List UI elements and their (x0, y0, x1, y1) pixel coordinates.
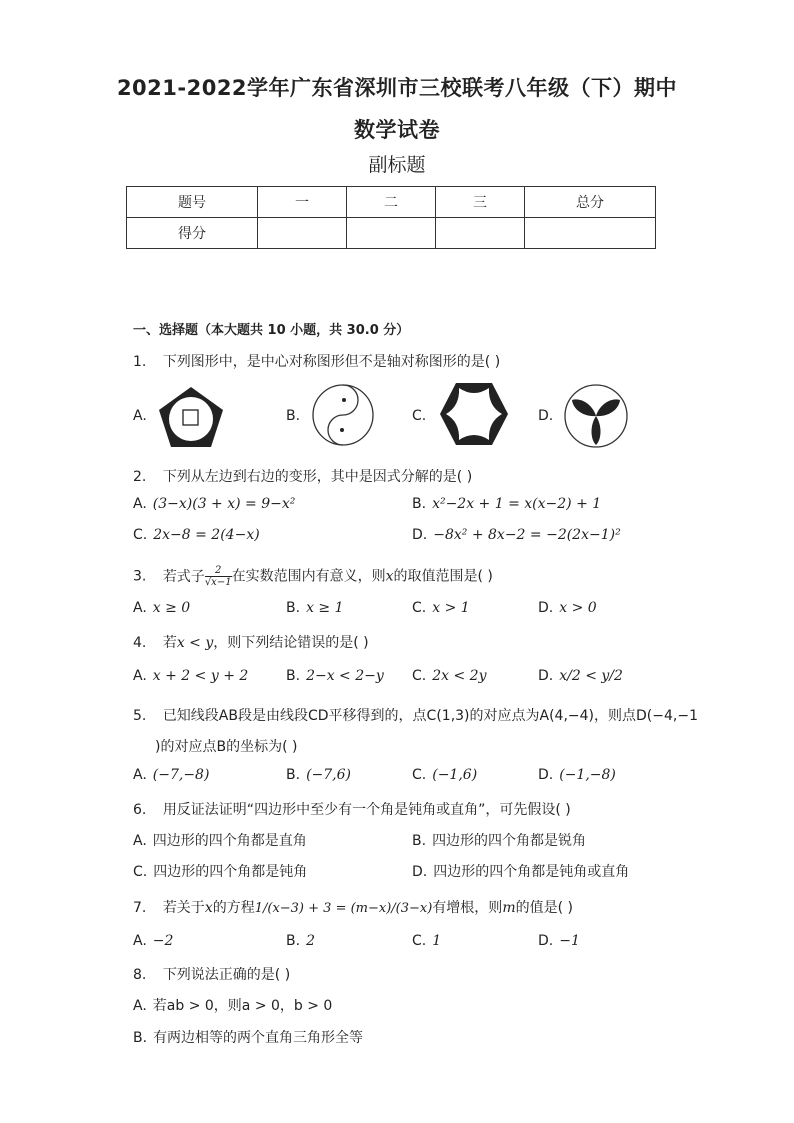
trefoil-figure-d (563, 383, 629, 449)
question-number: 5. (133, 708, 147, 724)
q7-option-a[interactable]: A. −2 (133, 933, 174, 949)
question-5-line2: )的对应点B的坐标为( ) (155, 739, 298, 755)
q3-option-a[interactable]: A. x ≥ 0 (133, 600, 191, 616)
header-cell: 一 (258, 187, 347, 218)
table-row (127, 187, 656, 218)
question-6 (133, 799, 571, 819)
q5-option-c[interactable]: C. (−1,6) (412, 767, 478, 783)
question-1 (133, 351, 500, 371)
q2-option-a[interactable]: A. (3−x)(3 + x) = 9−x² (133, 496, 296, 512)
q1-label-d: D. (538, 408, 554, 424)
question-text: 下列图形中，是中心对称图形但不是轴对称图形的是( ) (162, 354, 501, 370)
q4-option-c[interactable]: C. 2x < 2y (412, 668, 487, 684)
q4-option-b[interactable]: B. 2−x < 2−y (286, 668, 384, 684)
q3-option-b[interactable]: B. x ≥ 1 (286, 600, 344, 616)
q7-option-b[interactable]: B. 2 (286, 933, 315, 949)
score-cell[interactable] (436, 218, 525, 249)
header-cell: 二 (347, 187, 436, 218)
question-number: 2. (133, 469, 147, 485)
q5-option-a[interactable]: A. (−7,−8) (133, 767, 210, 783)
question-7: 7. 若关于x的方程1/(x−3) + 3 = (m−x)/(3−x)有增根，则m的值是( ) (133, 900, 573, 916)
q5-option-b[interactable]: B. (−7,6) (286, 767, 351, 783)
question-number: 8. (133, 967, 147, 983)
question-4: 4. 若x < y，则下列结论错误的是( ) (133, 635, 369, 651)
question-8 (133, 964, 290, 984)
section-heading: 一、选择题（本大题共 10 小题，共 30.0 分） (133, 323, 410, 338)
q3-option-d[interactable]: D. x > 0 (538, 600, 597, 616)
q8-option-a[interactable]: A. 若ab > 0，则a > 0，b > 0 (133, 998, 333, 1014)
question-text: 下列从左边到右边的变形，其中是因式分解的是( ) (162, 469, 473, 485)
header-cell: 三 (436, 187, 525, 218)
row-label: 得分 (127, 218, 258, 249)
q8-option-b[interactable]: B. 有两边相等的两个直角三角形全等 (133, 1030, 364, 1046)
score-cell[interactable] (347, 218, 436, 249)
question-5 (133, 705, 698, 725)
q6-option-a[interactable]: A. 四边形的四个角都是直角 (133, 833, 307, 849)
page-title: 2021-2022学年广东省深圳市三校联考八年级（下）期中 (116, 76, 678, 100)
q7-option-d[interactable]: D. −1 (538, 933, 580, 949)
score-cell[interactable] (525, 218, 656, 249)
q1-label-c: C. (412, 408, 427, 424)
hexagon-figure-c (438, 381, 510, 447)
q6-option-d[interactable]: D. 四边形的四个角都是钝角或直角 (412, 864, 630, 880)
q7-option-c[interactable]: C. 1 (412, 933, 442, 949)
subtitle: 副标题 (368, 154, 426, 176)
table-row (127, 218, 656, 249)
question-number: 7. (133, 900, 147, 916)
q2-option-c[interactable]: C. 2x−8 = 2(4−x) (133, 527, 260, 543)
score-cell[interactable] (258, 218, 347, 249)
question-text: 用反证法证明“四边形中至少有一个角是钝角或直角”，可先假设( ) (162, 802, 571, 818)
q4-option-a[interactable]: A. x + 2 < y + 2 (133, 668, 249, 684)
q3-option-c[interactable]: C. x > 1 (412, 600, 470, 616)
q2-option-d[interactable]: D. −8x² + 8x−2 = −2(2x−1)² (412, 527, 621, 543)
question-2 (133, 466, 472, 486)
question-text: 下列说法正确的是( ) (162, 967, 291, 983)
q1-label-b: B. (286, 408, 301, 424)
q6-option-c[interactable]: C. 四边形的四个角都是钝角 (133, 864, 308, 880)
page-title-line2: 数学试卷 (354, 118, 440, 142)
question-3: 3. 若式子 $\frac{2}{√x-1}$ 在实数范围内有意义，则x的取值范围是( ) (133, 565, 493, 588)
yin-yang-figure-b (311, 383, 375, 447)
score-table (126, 186, 656, 249)
q2-option-b[interactable]: B. x²−2x + 1 = x(x−2) + 1 (412, 496, 602, 512)
q6-option-b[interactable]: B. 四边形的四个角都是锐角 (412, 833, 587, 849)
equation: 1/(x−3) + 3 = (m−x)/(3−x) (254, 901, 433, 916)
question-text: 已知线段AB段是由线段CD平移得到的，点C(1,3)的对应点为A(4,−4)，则点D(−4,−1 (162, 708, 698, 724)
question-number: 4. (133, 635, 147, 651)
header-cell: 总分 (525, 187, 656, 218)
q1-label-a: A. (133, 408, 147, 424)
question-number: 6. (133, 802, 147, 818)
q4-option-d[interactable]: D. x/2 < y/2 (538, 668, 623, 684)
question-number: 1. (133, 354, 147, 370)
q5-option-d[interactable]: D. (−1,−8) (538, 767, 616, 783)
header-cell: 题号 (127, 187, 258, 218)
question-number: 3. (133, 568, 147, 585)
pentagon-figure-a (155, 383, 227, 451)
fraction: $\frac{2}{√x-1}$ (204, 565, 232, 588)
